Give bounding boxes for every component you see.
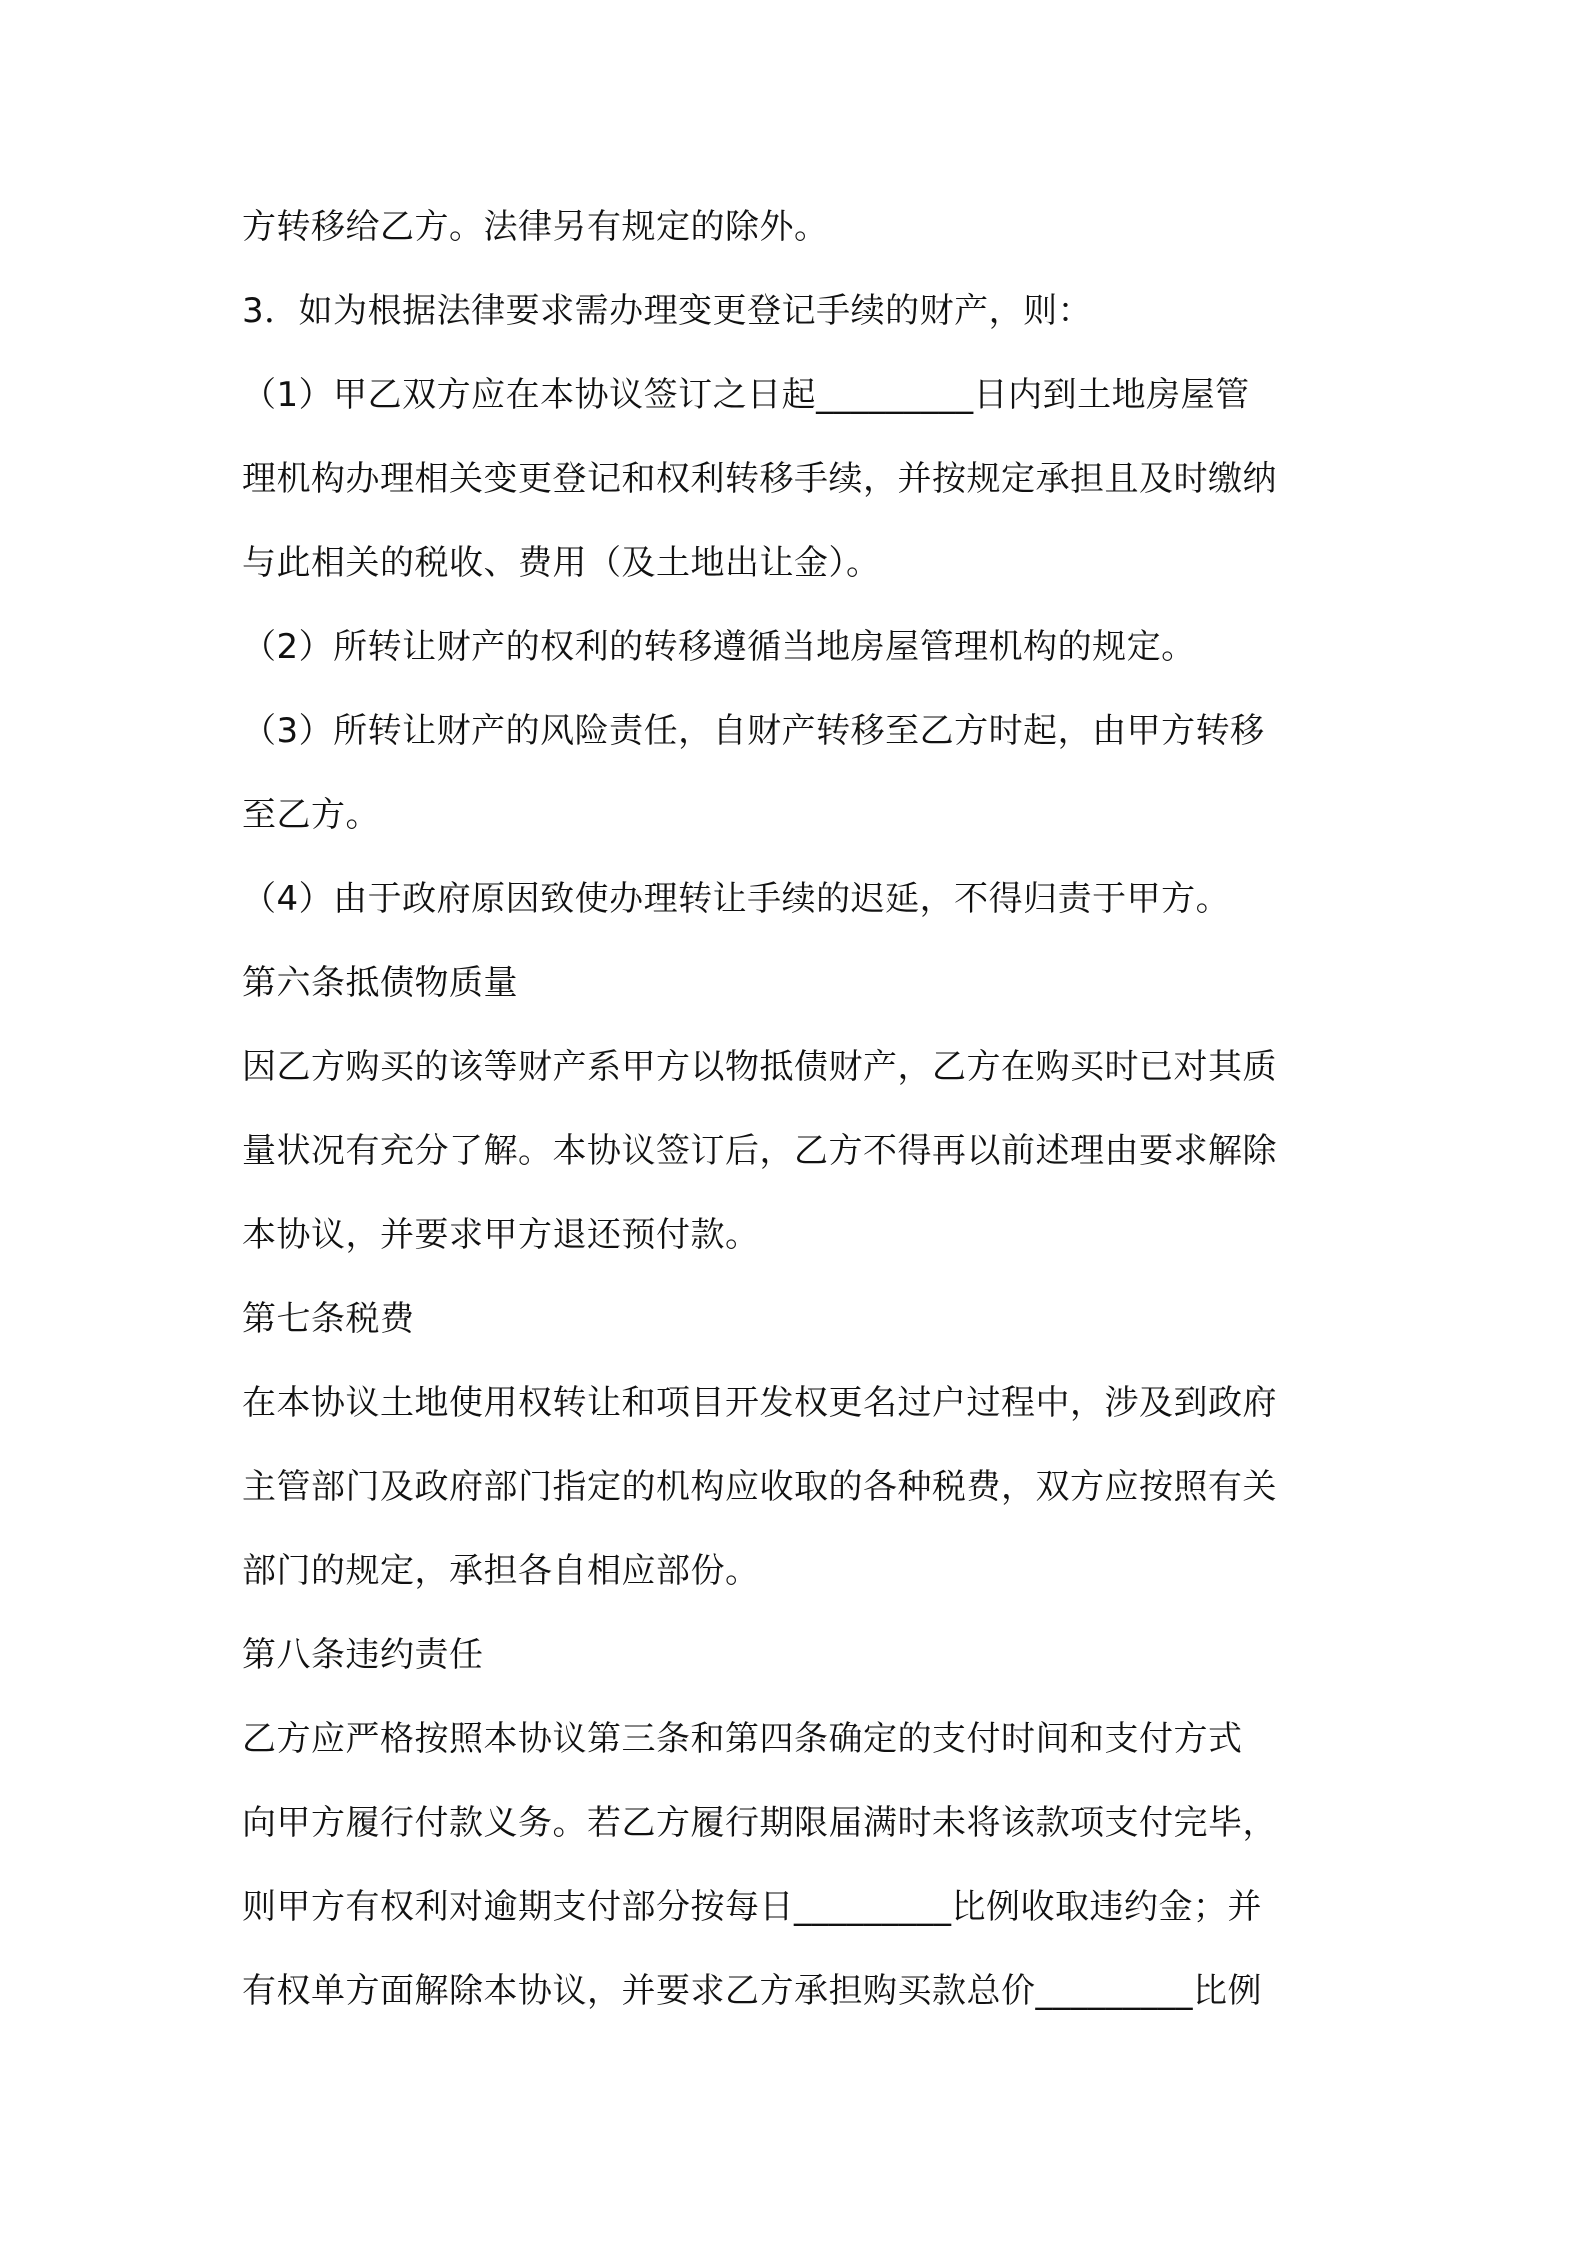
article-8-heading: 第八条违约责任 xyxy=(242,1635,484,1675)
paragraph-line: 因乙方购买的该等财产系甲方以物抵债财产，乙方在购买时已对其质 xyxy=(242,1047,1277,1087)
paragraph-line: 理机构办理相关变更登记和权利转移手续，并按规定承担且及时缴纳 xyxy=(242,459,1277,499)
paragraph-line: 则甲方有权利对逾期支付部分按每日_________比例收取违约金；并 xyxy=(242,1887,1262,1927)
sub-clause-3-line: （3）所转让财产的风险责任，自财产转移至乙方时起，由甲方转移 xyxy=(242,711,1265,751)
sub-clause-1-line: （1）甲乙双方应在本协议签订之日起_________日内到土地房屋管 xyxy=(242,375,1250,415)
paragraph-line: 方转移给乙方。法律另有规定的除外。 xyxy=(242,207,829,247)
paragraph-line: 部门的规定，承担各自相应部份。 xyxy=(242,1551,760,1591)
paragraph-line: 本协议，并要求甲方退还预付款。 xyxy=(242,1215,760,1255)
paragraph-line: 乙方应严格按照本协议第三条和第四条确定的支付时间和支付方式 xyxy=(242,1719,1243,1759)
paragraph-line: 主管部门及政府部门指定的机构应收取的各种税费，双方应按照有关 xyxy=(242,1467,1277,1507)
article-7-heading: 第七条税费 xyxy=(242,1299,415,1339)
paragraph-line: 量状况有充分了解。本协议签订后，乙方不得再以前述理由要求解除 xyxy=(242,1131,1277,1171)
clause-3-line: 3．如为根据法律要求需办理变更登记手续的财产，则： xyxy=(242,291,1093,331)
paragraph-line: 向甲方履行付款义务。若乙方履行期限届满时未将该款项支付完毕， xyxy=(242,1803,1277,1843)
sub-clause-2-line: （2）所转让财产的权利的转移遵循当地房屋管理机构的规定。 xyxy=(242,627,1196,667)
paragraph-line: 至乙方。 xyxy=(242,795,380,835)
article-6-heading: 第六条抵债物质量 xyxy=(242,963,518,1003)
paragraph-line: 在本协议土地使用权转让和项目开发权更名过户过程中，涉及到政府 xyxy=(242,1383,1277,1423)
document-body xyxy=(242,198,1357,2046)
paragraph-line: 有权单方面解除本协议，并要求乙方承担购买款总价_________比例 xyxy=(242,1971,1262,2011)
paragraph-line: 与此相关的税收、费用（及土地出让金）。 xyxy=(242,543,881,583)
sub-clause-4-line: （4）由于政府原因致使办理转让手续的迟延，不得归责于甲方。 xyxy=(242,879,1231,919)
